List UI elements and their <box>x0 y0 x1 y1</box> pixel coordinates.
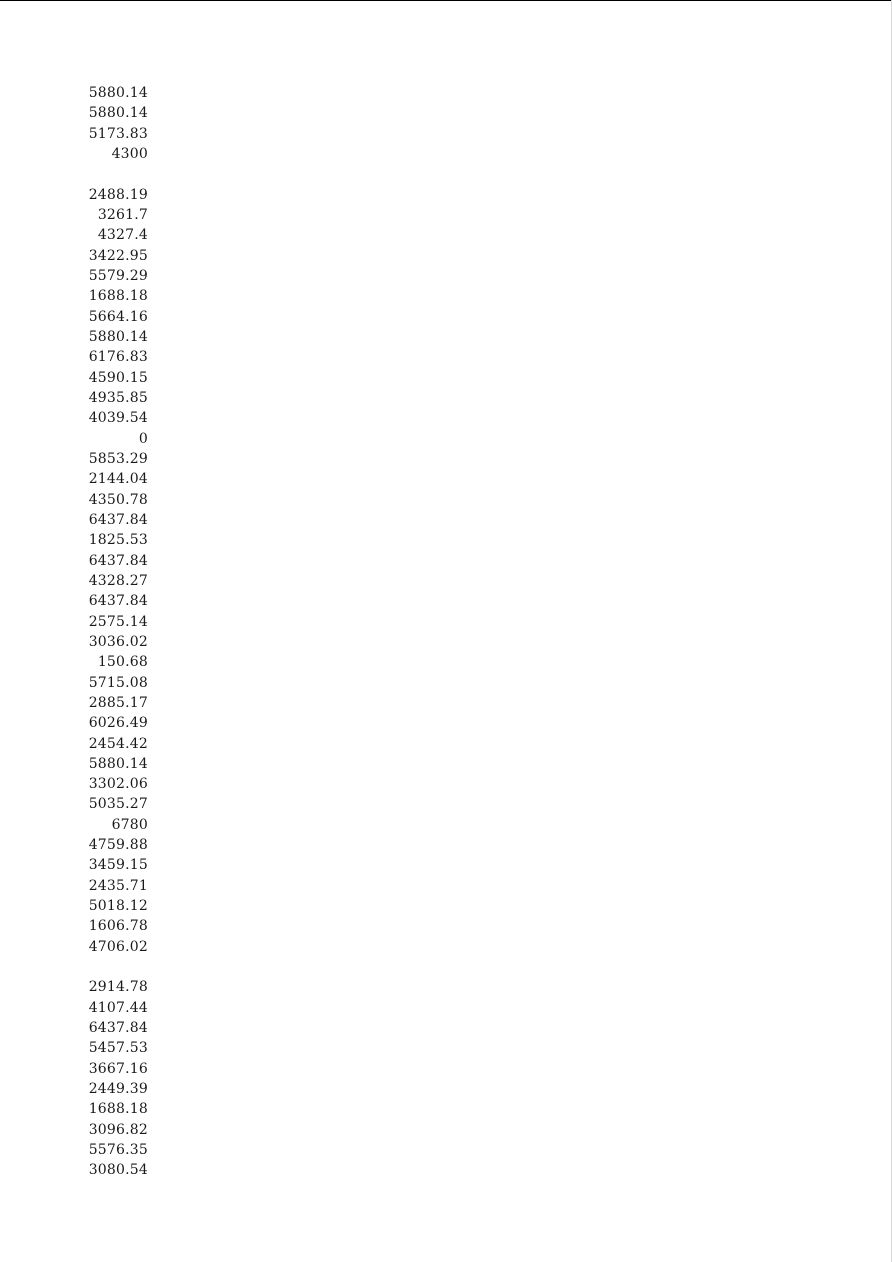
number-cell: 5880.14 <box>88 85 148 101</box>
number-cell: 3036.02 <box>88 633 148 650</box>
top-border-line <box>0 0 892 1</box>
number-cell: 5664.16 <box>88 308 148 325</box>
number-cell: 2144.04 <box>88 471 148 488</box>
number-cell: 5018.12 <box>88 898 148 915</box>
number-cell: 4706.02 <box>88 938 148 955</box>
number-cell: 4039.54 <box>88 410 148 427</box>
number-cell: 4590.15 <box>88 369 148 386</box>
number-cell: 5715.08 <box>88 674 148 691</box>
number-cell: 4935.85 <box>88 389 148 406</box>
number-cell: 5173.83 <box>88 125 148 142</box>
number-cell: 2575.14 <box>88 613 148 630</box>
number-cell: 5457.53 <box>88 1040 148 1057</box>
number-cell: 2449.39 <box>88 1081 148 1098</box>
number-cell: 5880.14 <box>88 755 148 772</box>
number-cell: 6176.83 <box>88 349 148 366</box>
number-cell: 2885.17 <box>88 694 148 711</box>
number-cell: 3459.15 <box>88 857 148 874</box>
number-cell: 1688.18 <box>88 1101 148 1118</box>
number-cell: 2914.78 <box>88 979 148 996</box>
number-cell: 0 <box>138 430 148 447</box>
number-cell: 150.68 <box>97 654 148 671</box>
number-cell: 3667.16 <box>88 1060 148 1077</box>
number-cell: 6437.84 <box>88 1020 148 1037</box>
number-cell: 1606.78 <box>88 918 148 935</box>
number-cell: 5579.29 <box>88 267 148 284</box>
number-cell: 6437.84 <box>88 552 148 569</box>
number-cell: 4327.4 <box>97 227 148 244</box>
number-cell <box>60 957 148 977</box>
number-cell: 2488.19 <box>88 186 148 203</box>
number-cell: 3422.95 <box>88 247 148 264</box>
number-cell: 3080.54 <box>88 1162 148 1179</box>
number-cell: 6437.84 <box>88 593 148 610</box>
number-cell: 4328.27 <box>88 572 148 589</box>
number-cell: 3302.06 <box>88 776 148 793</box>
number-cell: 1825.53 <box>88 532 148 549</box>
number-cell: 1688.18 <box>88 288 148 305</box>
number-column <box>60 83 148 1181</box>
number-cell: 6780 <box>111 816 148 833</box>
number-cell: 5576.35 <box>88 1142 148 1159</box>
number-cell: 3096.82 <box>88 1121 148 1138</box>
number-cell: 3261.7 <box>97 206 148 223</box>
number-cell: 4107.44 <box>88 999 148 1016</box>
number-cell: 5035.27 <box>88 796 148 813</box>
number-cell: 2435.71 <box>88 877 148 894</box>
number-cell: 5880.14 <box>88 105 148 122</box>
number-cell: 4350.78 <box>88 491 148 508</box>
number-cell: 2454.42 <box>88 735 148 752</box>
number-cell: 4300 <box>111 145 148 162</box>
number-cell: 5853.29 <box>88 450 148 467</box>
number-cell <box>60 164 148 184</box>
number-cell: 6026.49 <box>88 715 148 732</box>
number-cell: 5880.14 <box>88 328 148 345</box>
number-cell: 4759.88 <box>88 837 148 854</box>
number-cell: 6437.84 <box>88 511 148 528</box>
